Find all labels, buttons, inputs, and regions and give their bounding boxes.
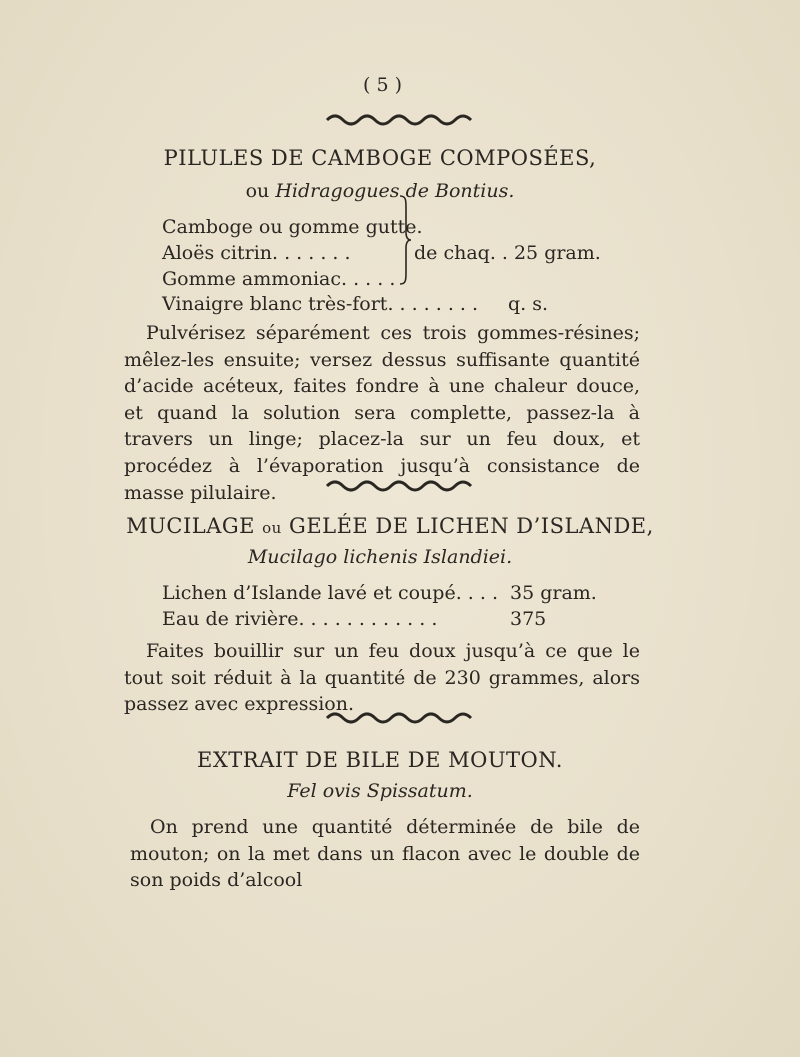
group-quantity: de chaq. . 25 gram. bbox=[414, 242, 601, 264]
curly-brace-icon bbox=[398, 194, 412, 286]
recipe-2-title-a: MUCILAGE bbox=[126, 514, 255, 538]
wave-ornament-icon bbox=[325, 710, 475, 726]
ingredient-camboge: Camboge ou gomme gutte. bbox=[162, 216, 423, 238]
ingredient-vinaigre: Vinaigre blanc très-fort. . . . . . . . bbox=[162, 293, 479, 315]
ingredient-gomme-ammoniac: Gomme ammoniac. . . . . bbox=[162, 268, 396, 290]
recipe-2-subtitle: Mucilago lichenis Islandiei. bbox=[247, 546, 513, 568]
ingredient-lichen-qty: 35 gram. bbox=[510, 582, 597, 604]
recipe-3-title: EXTRAIT DE BILE DE MOUTON. bbox=[197, 748, 563, 772]
recipe-1-subtitle-italic: Hidragogues de Bontius. bbox=[275, 180, 515, 202]
wave-ornament-icon bbox=[325, 112, 475, 128]
ornament-rule-3 bbox=[0, 710, 800, 730]
recipe-2-title-b: GELÉE DE LICHEN D’ISLANDE, bbox=[289, 514, 654, 538]
recipe-3-subtitle: Fel ovis Spissatum. bbox=[287, 780, 473, 802]
recipe-2-title bbox=[10, 514, 770, 538]
recipe-1-instructions-text: Pulvérisez séparément ces trois gommes-résines; mêlez-les ensuite; versez dessus suffisante quantité d’acide acéteux, faites fondre à une chaleur douce, et quand la solution sera complette, passez-la à travers un linge; placez-la sur un feu doux, et procédez à l’évaporation jusqu’à consistance de masse pilulaire. bbox=[124, 322, 640, 504]
recipe-3-instructions-text: On prend une quantité déterminée de bile de mouton; on la met dans un flacon avec le double de son poids d’alcool bbox=[130, 816, 640, 892]
recipe-2-instructions bbox=[124, 638, 640, 718]
ingredient-lichen: Lichen d’Islande lavé et coupé. . . . bbox=[162, 582, 498, 604]
ornament-rule-2 bbox=[0, 478, 800, 498]
wave-ornament-icon bbox=[325, 478, 475, 494]
recipe-1-subtitle bbox=[0, 180, 760, 202]
page-number: ( 5 ) bbox=[363, 74, 402, 96]
ingredient-vinaigre-qty: q. s. bbox=[508, 293, 549, 315]
recipe-2-title-ou: ou bbox=[262, 519, 282, 537]
recipe-2-instructions-text: Faites bouillir sur un feu doux jusqu’à ce que le tout soit réduit à la quantité de 230 grammes, alors passez avec expression. bbox=[124, 640, 640, 716]
ingredient-eau: Eau de rivière. . . . . . . . . . . . bbox=[162, 608, 438, 630]
ornament-rule-1 bbox=[0, 112, 800, 132]
ingredient-aloes: Aloës citrin. . . . . . . bbox=[162, 242, 351, 264]
recipe-1-title: PILULES DE CAMBOGE COMPOSÉES, bbox=[163, 146, 597, 170]
ingredient-eau-qty: 375 bbox=[510, 608, 547, 630]
recipe-1-subtitle-prefix: ou bbox=[245, 180, 270, 202]
recipe-3-instructions bbox=[130, 814, 640, 894]
